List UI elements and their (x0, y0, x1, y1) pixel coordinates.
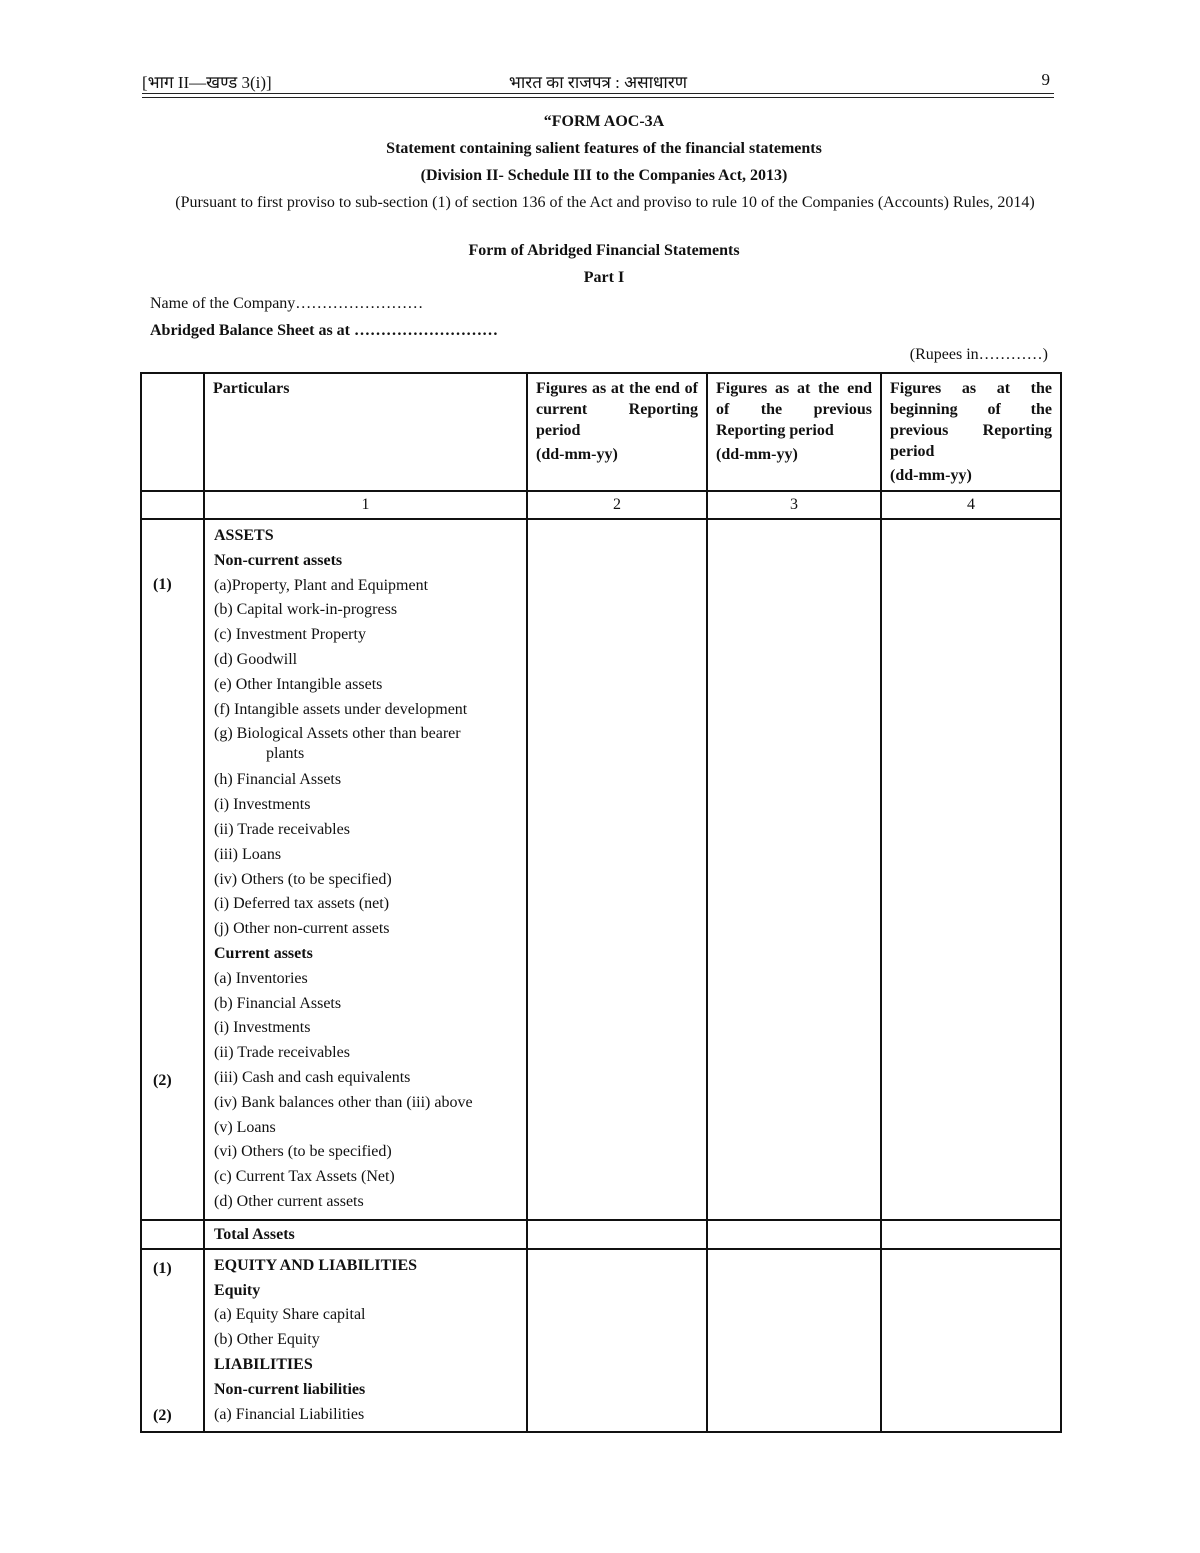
form-name: Form of Abridged Financial Statements (468, 242, 740, 259)
page-number: 9 (1041, 70, 1050, 89)
list-item: LIABILITIES (214, 1355, 313, 1373)
total-value-cell-beginning (881, 1220, 1061, 1249)
list-item: ASSETS (214, 527, 274, 544)
page-header (142, 70, 1054, 90)
equity-value-cell-previous (707, 1249, 881, 1433)
header-section-label: [भाग II—खण्ड 3(i)] (142, 73, 272, 92)
balance-sheet-table (140, 372, 1062, 1433)
equity-value-cell-current (527, 1249, 707, 1433)
form-division: (Division II- Schedule III to the Companies Act, 2013) (420, 167, 788, 184)
list-item: (a) Inventories (214, 969, 308, 987)
list-item: Current assets (214, 944, 313, 962)
list-item: (e) Other Intangible assets (214, 675, 383, 693)
assets-value-cell-previous (707, 519, 881, 1220)
total-assets-label: Total Assets (204, 1220, 527, 1249)
list-item: (ii) Trade receivables (214, 820, 350, 838)
list-item: (vi) Others (to be specified) (214, 1143, 392, 1161)
assets-value-cell-beginning (881, 519, 1061, 1220)
list-item: (i) Deferred tax assets (net) (214, 895, 390, 913)
list-item: (d) Other current assets (214, 1192, 364, 1210)
assets-section-row (141, 519, 1061, 1220)
form-pursuant: (Pursuant to first proviso to sub-section (1) of section 136 of the Act and proviso to rule 10 of the Companies (Accounts) Rules, 2014) (175, 194, 1035, 211)
list-item: (iv) Others (to be specified) (214, 870, 392, 888)
form-title: “FORM AOC-3A (543, 113, 665, 130)
total-assets-row (141, 1220, 1061, 1249)
header-particulars: Particulars (204, 373, 527, 491)
total-value-cell-previous (707, 1220, 881, 1249)
list-item: (f) Intangible assets under development (214, 700, 468, 718)
balance-sheet-date-field: Abridged Balance Sheet as at ……………………… (150, 322, 498, 339)
list-item: (ii) Trade receivables (214, 1044, 350, 1062)
list-item: (b) Other Equity (214, 1331, 320, 1349)
list-item: Non-current liabilities (214, 1380, 366, 1398)
list-item: (g) Biological Assets other than bearer plants (214, 725, 461, 763)
date-format: (dd-mm-yy) (716, 446, 798, 463)
header-current-period: Figures as at the end of current Reporting period (dd-mm-yy) (527, 373, 707, 491)
equity-marker-cell (141, 1249, 204, 1433)
list-item: (a) Equity Share capital (214, 1306, 366, 1324)
total-marker-cell (141, 1220, 204, 1249)
list-item: (iii) Cash and cash equivalents (214, 1068, 411, 1086)
assets-value-cell-current (527, 519, 707, 1220)
equity-items-cell (204, 1249, 527, 1433)
list-item: (v) Loans (214, 1118, 276, 1136)
header-empty-cell (141, 373, 204, 491)
company-name-field: Name of the Company…………………… (150, 295, 424, 312)
colnum-4: 4 (881, 491, 1061, 519)
list-item: (i) Investments (214, 1019, 311, 1037)
form-part: Part I (583, 269, 625, 286)
assets-marker-cell (141, 519, 204, 1220)
row-marker: (1) (153, 1259, 172, 1277)
list-item: (h) Financial Assets (214, 771, 342, 789)
list-item: (b) Financial Assets (214, 994, 342, 1012)
equity-section-row (141, 1249, 1061, 1433)
list-item: (iii) Loans (214, 845, 282, 863)
total-value-cell-current (527, 1220, 707, 1249)
column-number-row (141, 491, 1061, 519)
list-item: (iv) Bank balances other than (iii) above (214, 1093, 473, 1111)
row-marker: (2) (153, 1406, 172, 1424)
form-subtitle: Statement containing salient features of the financial statements (386, 140, 822, 157)
colnum-3: 3 (707, 491, 881, 519)
row-marker: (2) (153, 1072, 172, 1089)
header-rule-top (142, 93, 1054, 94)
list-item: (d) Goodwill (214, 650, 298, 668)
header-gazette-title: भारत का राजपत्र : असाधारण (508, 73, 688, 92)
header-beginning-previous-period: Figures as at the beginning of the previous Reporting period (dd-mm-yy) (881, 373, 1061, 491)
list-item: (a) Financial Liabilities (214, 1405, 365, 1423)
header-previous-period: Figures as at the end of the previous Reporting period (dd-mm-yy) (707, 373, 881, 491)
date-format: (dd-mm-yy) (890, 467, 972, 484)
table-header-row (141, 373, 1061, 491)
header-rule-bottom (142, 97, 1054, 98)
list-item: Equity (214, 1281, 261, 1299)
list-item: (a)Property, Plant and Equipment (214, 576, 429, 594)
list-item: Non-current assets (214, 551, 343, 569)
rupees-unit: (Rupees in…………) (909, 346, 1048, 363)
list-item: (j) Other non-current assets (214, 920, 390, 938)
equity-value-cell-beginning (881, 1249, 1061, 1433)
date-format: (dd-mm-yy) (536, 446, 618, 463)
list-item: (i) Investments (214, 796, 311, 814)
list-item: (c) Current Tax Assets (Net) (214, 1168, 395, 1186)
row-marker: (1) (153, 576, 172, 593)
list-item: (c) Investment Property (214, 626, 366, 644)
list-item: EQUITY AND LIABILITIES (214, 1256, 418, 1274)
assets-items-cell (204, 519, 527, 1220)
colnum-2: 2 (527, 491, 707, 519)
colnum-1: 1 (204, 491, 527, 519)
colnum-empty (141, 491, 204, 519)
list-item: (b) Capital work-in-progress (214, 601, 398, 619)
